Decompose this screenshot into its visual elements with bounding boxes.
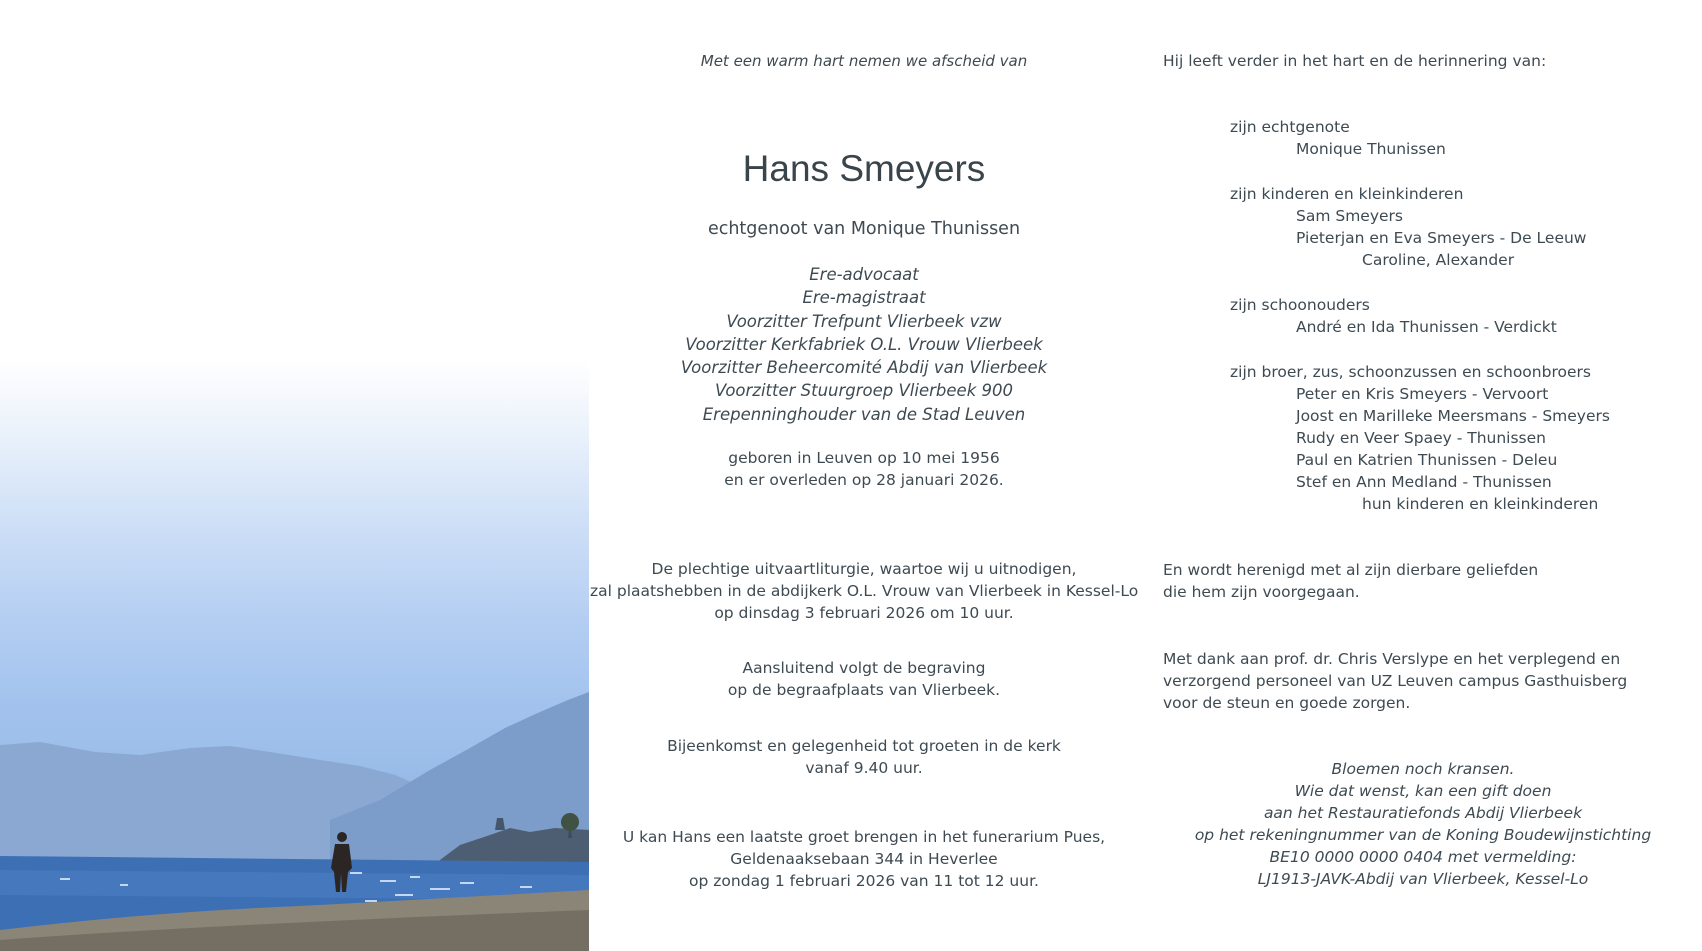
landscape-illustration: [0, 0, 589, 951]
family-submember: Caroline, Alexander: [1362, 251, 1515, 269]
title-line: Voorzitter Beheercomité Abdij van Vlierbeek: [680, 358, 1048, 378]
family-submember: hun kinderen en kleinkinderen: [1362, 495, 1599, 513]
honorary-titles: [590, 263, 1138, 426]
thanks-line: voor de steun en goede zorgen.: [1163, 694, 1411, 712]
gathering-line: vanaf 9.40 uur.: [805, 759, 923, 777]
group-label: zijn schoonouders: [1230, 296, 1370, 314]
family-member: Monique Thunissen: [1296, 140, 1446, 158]
gathering-block: [590, 735, 1138, 779]
liturgy-line: De plechtige uitvaartliturgie, waartoe wij u uitnodigen,: [651, 560, 1077, 578]
family-member: Rudy en Veer Spaey - Thunissen: [1296, 429, 1546, 447]
funerarium-line: U kan Hans een laatste groet brengen in het funerarium Pues,: [622, 828, 1106, 846]
title-line: Voorzitter Trefpunt Vlierbeek vzw: [726, 311, 1002, 331]
closing-line: BE10 0000 0000 0404 met vermelding:: [1269, 848, 1577, 866]
liturgy-line: op dinsdag 3 februari 2026 om 10 uur.: [714, 604, 1014, 622]
thanks-line: verzorgend personeel van UZ Leuven campus Gasthuisberg: [1163, 672, 1628, 690]
gathering-line: Bijeenkomst en gelegenheid tot groeten in de kerk: [667, 737, 1061, 755]
funerarium-line: Geldenaaksebaan 344 in Heverlee: [730, 850, 998, 868]
title-line: Ere-advocaat: [809, 265, 919, 284]
intro-line: Met een warm hart nemen we afscheid van: [700, 52, 1028, 70]
family-member: Stef en Ann Medland - Thunissen: [1296, 473, 1552, 491]
family-group-spouse: [1230, 116, 1446, 160]
funerarium-block: [590, 826, 1138, 892]
family-member: Peter en Kris Smeyers - Vervoort: [1296, 385, 1549, 403]
family-group-children: [1230, 183, 1586, 271]
closing-line: aan het Restauratiefonds Abdij Vlierbeek: [1263, 804, 1583, 822]
family-group-siblings: [1230, 361, 1610, 515]
deceased-name: Hans Smeyers: [742, 148, 986, 189]
spouse-line: echtgenoot van Monique Thunissen: [707, 219, 1021, 239]
family-member: Paul en Katrien Thunissen - Deleu: [1296, 451, 1558, 469]
family-member: Sam Smeyers: [1296, 207, 1403, 225]
reunited-paragraph: [1163, 559, 1538, 603]
thanks-paragraph: [1163, 648, 1627, 714]
title-line: Voorzitter Kerkfabriek O.L. Vrouw Vlierbeek: [685, 334, 1043, 354]
family-group-in-laws: [1230, 294, 1557, 338]
thanks-line: Met dank aan prof. dr. Chris Verslype en het verplegend en: [1163, 650, 1621, 668]
family-member: Joost en Marilleke Meersmans - Smeyers: [1296, 407, 1610, 425]
family-member: André en Ida Thunissen - Verdickt: [1296, 318, 1557, 336]
burial-line: op de begraafplaats van Vlierbeek.: [727, 681, 1001, 699]
died-line: en er overleden op 28 januari 2026.: [724, 471, 1004, 489]
family-member: Pieterjan en Eva Smeyers - De Leeuw: [1296, 229, 1587, 247]
birth-death-block: [590, 447, 1138, 491]
burial-line: Aansluitend volgt de begraving: [742, 659, 986, 677]
family-heading: Hij leeft verder in het hart en de herinnering van:: [1163, 52, 1547, 70]
group-label: zijn kinderen en kleinkinderen: [1230, 185, 1464, 203]
born-line: geboren in Leuven op 10 mei 1956: [728, 449, 1000, 467]
reunited-line: die hem zijn voorgegaan.: [1163, 583, 1360, 601]
title-line: Voorzitter Stuurgroep Vlierbeek 900: [715, 381, 1013, 401]
group-label: zijn broer, zus, schoonzussen en schoonbroers: [1230, 363, 1591, 381]
title-line: Ere-magistraat: [802, 288, 926, 308]
seaside-photo: [0, 0, 589, 951]
closing-line: Bloemen noch kransen.: [1331, 760, 1515, 778]
closing-line: LJ1913-JAVK-Abdij van Vlierbeek, Kessel-Lo: [1257, 870, 1589, 888]
group-label: zijn echtgenote: [1230, 118, 1350, 136]
liturgy-block: [590, 558, 1138, 624]
liturgy-line: zal plaatshebben in de abdijkerk O.L. Vrouw van Vlierbeek in Kessel-Lo: [590, 582, 1139, 600]
reunited-line: En wordt herenigd met al zijn dierbare geliefden: [1163, 561, 1539, 579]
closing-line: op het rekeningnummer van de Koning Boudewijnstichting: [1194, 826, 1652, 844]
title-line: Erepenninghouder van de Stad Leuven: [702, 404, 1026, 424]
funerarium-line: op zondag 1 februari 2026 van 11 tot 12 uur.: [689, 872, 1039, 890]
donation-notice: [1163, 758, 1683, 890]
closing-line: Wie dat wenst, kan een gift doen: [1294, 782, 1552, 800]
burial-block: [590, 657, 1138, 701]
